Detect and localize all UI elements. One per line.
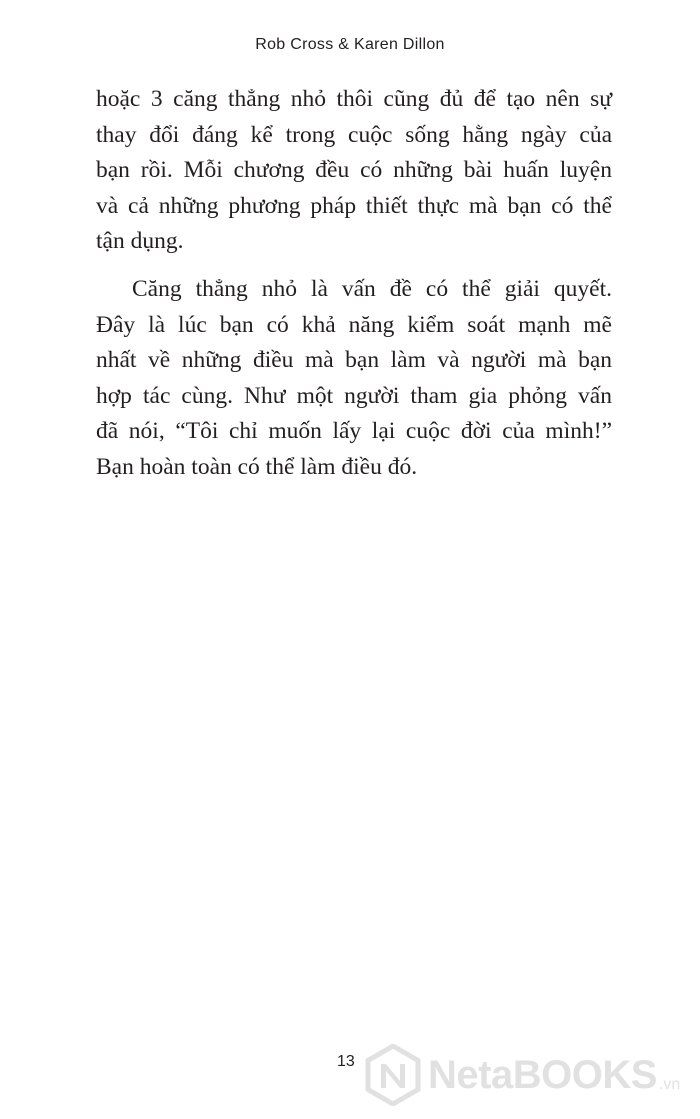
watermark-suffix: .vn [658, 1076, 681, 1093]
text-line: Bạn hoàn toàn có thể làm điều đó. [96, 453, 418, 480]
text-line: Đây là lúc bạn có khả năng kiểm soát mạnh mẽ [96, 311, 612, 338]
page-number: 13 [337, 1053, 355, 1070]
netabooks-logo-icon [362, 1044, 424, 1106]
running-header: Rob Cross & Karen Dillon [255, 36, 445, 53]
paragraph-1 [96, 82, 612, 260]
text-line: tận dụng. [96, 228, 184, 255]
text-line: Căng thẳng nhỏ là vấn đề có thể giải quyết. [132, 275, 612, 302]
text-line: thay đổi đáng kể trong cuộc sống hằng ngày của [96, 121, 612, 148]
text-line: đã nói, “Tôi chỉ muốn lấy lại cuộc đời của mình!” [96, 418, 612, 445]
text-line: hoặc 3 căng thẳng nhỏ thôi cũng đủ để tạo nên sự [96, 86, 612, 112]
text-line: bạn rồi. Mỗi chương đều có những bài huấn luyện [96, 157, 612, 184]
netabooks-watermark [362, 1040, 692, 1110]
text-line: hợp tác cùng. Như một người tham gia phỏng vấn [96, 382, 612, 409]
paragraph-2 [96, 272, 612, 486]
watermark-brand-text: NetaBOOKS [428, 1053, 657, 1097]
text-line: và cả những phương pháp thiết thực mà bạn có thể [96, 192, 612, 219]
body-text [96, 82, 612, 486]
text-line: nhất về những điều mà bạn làm và người mà bạn [96, 347, 612, 374]
